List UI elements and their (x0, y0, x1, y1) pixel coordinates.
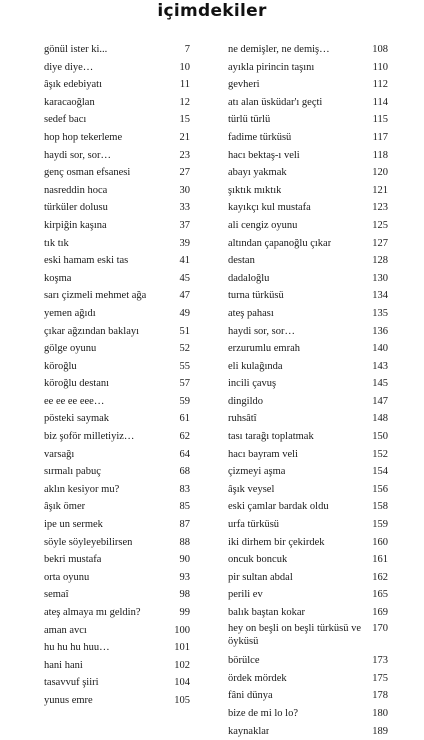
toc-entry-title: tası tarağı toplatmak (228, 431, 314, 443)
toc-entry-title: ali cengiz oyunu (228, 219, 298, 231)
toc-entry (44, 463, 190, 481)
toc-column-left (44, 41, 190, 710)
toc-entry-title: oncuk boncuk (228, 554, 288, 566)
toc-entry (228, 622, 388, 648)
toc-entry-title: balık baştan kokar (228, 607, 305, 618)
toc-entry-page: 175 (372, 672, 388, 684)
toc-entry-title: koşma (44, 272, 72, 284)
toc-entry (228, 270, 388, 288)
toc-entry (228, 393, 388, 411)
toc-entry-title: çizmeyi aşma (228, 466, 286, 478)
toc-entry-page: 160 (372, 536, 388, 548)
toc-entry-title: ateş almaya mı geldin? (44, 607, 141, 618)
toc-entry (228, 94, 388, 112)
toc-entry-page: 10 (179, 61, 190, 73)
toc-entry-title: ipe un sermek (44, 519, 103, 531)
toc-entry-title: kaynaklar (228, 725, 270, 737)
toc-entry (44, 340, 190, 358)
toc-entry-page: 45 (179, 272, 190, 284)
toc-entry-page: 105 (174, 694, 190, 706)
toc-entry-page: 57 (179, 378, 190, 390)
toc-entry-title: haydi sor, sor… (44, 149, 111, 161)
toc-entry-page: 7 (184, 44, 190, 55)
toc-entry-title: sırmalı pabuç (44, 466, 101, 478)
toc-entry (228, 111, 388, 129)
toc-entry-page: 147 (372, 395, 388, 407)
toc-entry-page: 156 (372, 483, 388, 495)
toc-entry-page: 49 (179, 307, 190, 319)
toc-entry-page: 125 (372, 219, 388, 231)
toc-entry (228, 323, 388, 341)
toc-entry (228, 147, 388, 165)
toc-entry-page: 178 (372, 690, 388, 702)
toc-entry (228, 428, 388, 446)
toc-entry-page: 161 (372, 554, 388, 566)
toc-entry-page: 143 (372, 360, 388, 372)
toc-entry (44, 94, 190, 112)
toc-entry-title: ne demişler, ne demiş… (228, 44, 330, 55)
toc-entry-title: börülce (228, 655, 260, 667)
toc-entry-title: orta oyunu (44, 571, 90, 583)
toc-entry-page: 83 (179, 483, 190, 495)
toc-entry-title: sedef bacı (44, 114, 87, 126)
toc-entry-page: 189 (372, 725, 388, 737)
toc-entry-page: 102 (174, 659, 190, 671)
toc-entry-page: 121 (372, 184, 388, 196)
toc-entry (44, 410, 190, 428)
page-title: içimdekiler (157, 1, 267, 21)
toc-entry-title: diye diye… (44, 61, 94, 73)
toc-entry-title: âşık edebiyatı (44, 79, 103, 91)
toc-entry-title: eski çamlar bardak oldu (228, 501, 329, 513)
toc-entry (228, 164, 388, 182)
toc-column-right (228, 41, 388, 740)
toc-entry (228, 41, 388, 59)
toc-entry-page: 130 (372, 272, 388, 284)
toc-entry (228, 375, 388, 393)
toc-entry-page: 52 (179, 343, 190, 355)
toc-entry-title: tasavvuf şiiri (44, 677, 99, 689)
toc-entry-title: gevheri (228, 79, 260, 91)
toc-entry-page: 140 (372, 343, 388, 355)
toc-entry (228, 199, 388, 217)
toc-entry-page: 101 (174, 642, 190, 654)
toc-entry-title: köroğlu destanı (44, 378, 110, 390)
toc-entry (44, 217, 190, 235)
toc-entry-title: biz şoför milletiyiz… (44, 431, 135, 443)
toc-entry-title: söyle söyleyebilirsen (44, 536, 133, 548)
toc-entry-title: aklın kesiyor mu? (44, 483, 120, 495)
toc-entry-page: 169 (372, 607, 388, 618)
toc-entry (44, 428, 190, 446)
toc-entry (44, 657, 190, 675)
toc-entry-page: 64 (179, 448, 190, 460)
toc-entry-title: semaî (44, 589, 69, 601)
toc-entry-page: 68 (179, 466, 190, 478)
toc-entry (44, 586, 190, 604)
toc-entry (44, 129, 190, 147)
toc-entry-page: 170 (372, 622, 388, 634)
toc-entry (44, 41, 190, 59)
toc-entry (44, 534, 190, 552)
toc-entry-title: altından çapanoğlu çıkar (228, 237, 332, 249)
toc-entry (44, 498, 190, 516)
toc-entry (228, 498, 388, 516)
toc-entry-title: hani hani (44, 659, 83, 671)
toc-entry-title: eli kulağında (228, 360, 283, 372)
toc-entry-page: 59 (179, 395, 190, 407)
toc-entry-title: âşık veysel (228, 483, 275, 495)
toc-entry (44, 446, 190, 464)
toc-entry-page: 152 (372, 448, 388, 460)
toc-entry-page: 108 (372, 44, 388, 55)
toc-entry-title: hacı bayram veli (228, 448, 298, 460)
toc-entry-title: nasreddin hoca (44, 184, 108, 196)
toc-entry (228, 670, 388, 688)
toc-entry-title: fâni dünya (228, 690, 273, 702)
toc-entry (228, 410, 388, 428)
toc-entry (44, 692, 190, 710)
toc-entry (228, 59, 388, 77)
toc-entry (228, 652, 388, 670)
toc-entry (228, 604, 388, 622)
toc-entry (228, 252, 388, 270)
toc-entry-page: 61 (179, 413, 190, 425)
toc-entry-page: 93 (179, 571, 190, 583)
toc-entry (44, 76, 190, 94)
toc-entry (228, 235, 388, 253)
toc-entry-title: türküler dolusu (44, 202, 108, 214)
toc-entry-page: 47 (179, 290, 190, 302)
toc-entry-title: ördek mördek (228, 672, 287, 684)
toc-entry-page: 21 (179, 131, 190, 143)
toc-entry-title: gölge oyunu (44, 343, 97, 355)
toc-entry (228, 182, 388, 200)
toc-entry (228, 687, 388, 705)
toc-entry (44, 516, 190, 534)
toc-entry-title: dadaloğlu (228, 272, 270, 284)
toc-entry-title: şıktık mıktık (228, 184, 282, 196)
toc-entry (44, 59, 190, 77)
toc-entry-title: köroğlu (44, 360, 77, 372)
toc-entry (228, 723, 388, 740)
toc-entry-title: urfa türküsü (228, 519, 280, 531)
toc-entry-title: kirpiğin kaşına (44, 219, 107, 231)
toc-entry (44, 199, 190, 217)
toc-entry-page: 162 (372, 571, 388, 583)
toc-entry-title: yemen ağıdı (44, 307, 96, 319)
toc-entry-page: 173 (372, 655, 388, 667)
toc-entry (44, 393, 190, 411)
toc-entry (44, 622, 190, 640)
toc-entry-page: 85 (179, 501, 190, 513)
toc-entry-title: fadime türküsü (228, 131, 292, 143)
toc-entry-title: incili çavuş (228, 378, 277, 390)
toc-entry-page: 127 (372, 237, 388, 249)
toc-entry (44, 111, 190, 129)
toc-entry (228, 705, 388, 723)
toc-entry-title: iki dirhem bir çekirdek (228, 536, 325, 548)
toc-entry-title: bize de mi lo lo? (228, 707, 298, 719)
toc-entry-page: 99 (179, 607, 190, 618)
toc-entry-page: 11 (179, 79, 190, 91)
toc-entry-page: 117 (372, 131, 388, 143)
toc-entry-page: 27 (179, 167, 190, 179)
toc-entry (228, 358, 388, 376)
toc-entry-title: çıkar ağzından baklayı (44, 325, 140, 337)
toc-entry-page: 39 (179, 237, 190, 249)
toc-entry-page: 12 (179, 96, 190, 108)
toc-entry-title: aman avcı (44, 624, 87, 636)
toc-entry (228, 463, 388, 481)
toc-entry-page: 180 (372, 707, 388, 719)
toc-entry-title: ateş pahası (228, 307, 274, 319)
toc-entry-title: karacaoğlan (44, 96, 95, 108)
toc-entry-page: 41 (179, 255, 190, 267)
toc-entry (228, 534, 388, 552)
toc-entry-page: 15 (179, 114, 190, 126)
toc-entry-page: 37 (179, 219, 190, 231)
toc-entry-title: hop hop tekerleme (44, 131, 123, 143)
toc-entry-page: 55 (179, 360, 190, 372)
toc-entry-page: 159 (372, 519, 388, 531)
toc-entry (228, 569, 388, 587)
toc-entry-page: 128 (372, 255, 388, 267)
toc-entry-title: sarı çizmeli mehmet ağa (44, 290, 147, 302)
toc-entry (44, 182, 190, 200)
toc-entry-title: genç osman efsanesi (44, 167, 131, 179)
toc-entry-title: pir sultan abdal (228, 571, 293, 583)
toc-entry-title: atı alan üsküdar'ı geçti (228, 96, 323, 108)
toc-entry (44, 375, 190, 393)
toc-entry (44, 323, 190, 341)
toc-entry (44, 358, 190, 376)
toc-entry (228, 76, 388, 94)
toc-entry (228, 305, 388, 323)
toc-entry-title: erzurumlu emrah (228, 343, 301, 355)
toc-entry-page: 118 (372, 149, 388, 161)
toc-entry-title: tık tık (44, 237, 69, 249)
toc-entry-title: varsağı (44, 448, 75, 460)
toc-entry-title: yunus emre (44, 694, 93, 706)
toc-entry-title: bekri mustafa (44, 554, 102, 566)
toc-entry-title: abayı yakmak (228, 167, 287, 179)
toc-entry (228, 516, 388, 534)
toc-entry (44, 270, 190, 288)
toc-entry-page: 30 (179, 184, 190, 196)
toc-entry-title: hey on beşli on beşli türküsü ve öyküsü (228, 622, 361, 647)
toc-entry-page: 148 (372, 413, 388, 425)
toc-entry (228, 129, 388, 147)
toc-entry-page: 120 (372, 167, 388, 179)
toc-entry-page: 88 (179, 536, 190, 548)
toc-entry-title: turna türküsü (228, 290, 284, 302)
toc-entry-page: 145 (372, 378, 388, 390)
toc-entry (44, 569, 190, 587)
toc-entry-page: 115 (372, 114, 388, 126)
toc-entry-page: 33 (179, 202, 190, 214)
toc-entry-title: eski hamam eski tas (44, 255, 129, 267)
toc-entry-title: ruhsâtî (228, 413, 257, 425)
toc-entry (228, 340, 388, 358)
toc-entry (228, 481, 388, 499)
toc-entry-page: 135 (372, 307, 388, 319)
toc-entry (44, 674, 190, 692)
toc-entry (44, 639, 190, 657)
toc-entry (44, 235, 190, 253)
toc-entry (44, 481, 190, 499)
toc-entry (228, 586, 388, 604)
toc-entry-title: türlü türlü (228, 114, 271, 126)
toc-entry-title: dingildo (228, 395, 264, 407)
toc-entry-page: 134 (372, 290, 388, 302)
toc-entry (44, 287, 190, 305)
toc-entry-page: 62 (179, 431, 190, 443)
toc-entry-page: 150 (372, 431, 388, 443)
toc-entry (228, 551, 388, 569)
toc-entry (44, 147, 190, 165)
toc-entry-title: kayıkçı kul mustafa (228, 202, 311, 214)
toc-entry-page: 123 (372, 202, 388, 214)
toc-entry-page: 110 (372, 61, 388, 73)
toc-entry-title: âşık ömer (44, 501, 86, 513)
toc-entry-page: 98 (179, 589, 190, 601)
toc-entry-title: hacı bektaş-ı veli (228, 149, 300, 161)
toc-entry-page: 90 (179, 554, 190, 566)
toc-entry-page: 158 (372, 501, 388, 513)
toc-entry-page: 114 (372, 96, 388, 108)
toc-entry-page: 51 (179, 325, 190, 337)
toc-entry-title: pösteki saymak (44, 413, 110, 425)
toc-entry-page: 87 (179, 519, 190, 531)
toc-entry-page: 23 (179, 149, 190, 161)
toc-entry-title: haydi sor, sor… (228, 325, 295, 337)
toc-entry (44, 305, 190, 323)
toc-entry-page: 100 (174, 624, 190, 636)
toc-entry (228, 217, 388, 235)
toc-entry (44, 551, 190, 569)
toc-entry-title: hu hu hu huu… (44, 642, 110, 654)
toc-entry-title: gönül ister ki... (44, 44, 108, 55)
toc-entry-title: ee ee ee eee… (44, 395, 105, 407)
toc-entry-page: 154 (372, 466, 388, 478)
toc-entry (228, 287, 388, 305)
toc-entry-page: 112 (372, 79, 388, 91)
toc-entry (44, 604, 190, 622)
toc-entry-page: 104 (174, 677, 190, 689)
toc-entry-page: 165 (372, 589, 388, 601)
toc-entry-title: destan (228, 255, 255, 267)
toc-entry-title: ayıkla pirincin taşını (228, 61, 315, 73)
toc-entry (44, 252, 190, 270)
toc-entry-page: 136 (372, 325, 388, 337)
toc-entry-title: perili ev (228, 589, 263, 601)
toc-entry (44, 164, 190, 182)
toc-entry (228, 446, 388, 464)
